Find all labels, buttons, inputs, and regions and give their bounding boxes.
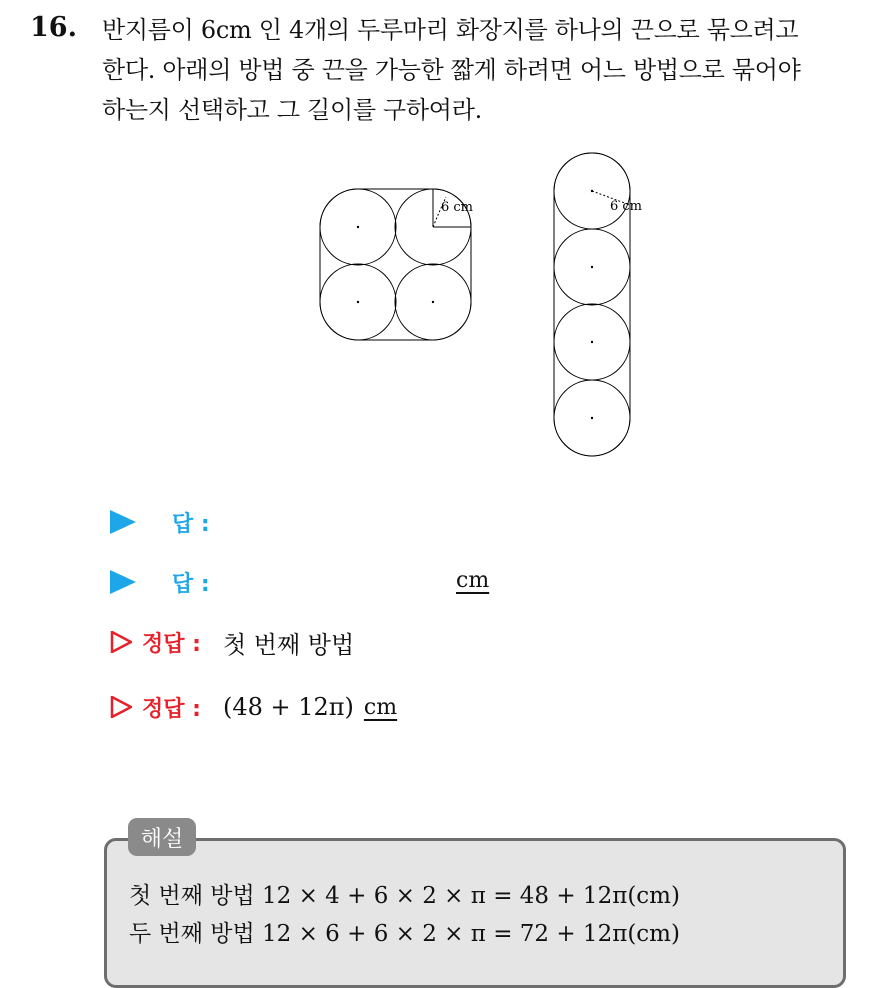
correct-answer-length: (48 + 12π) <box>222 693 354 721</box>
answer-row-1 <box>110 504 210 540</box>
question-text <box>102 10 872 130</box>
question-line-2: 한다. 아래의 방법 중 끈을 가능한 짧게 하려면 어느 방법으로 묶어야 <box>102 56 801 84</box>
radius-label-left: 6 cm <box>441 200 474 215</box>
correct-label-2: 정답 : <box>142 696 201 722</box>
outline-triangle-icon <box>110 696 132 718</box>
question-number: 16. <box>30 12 77 43</box>
answer-label-1: 답 : <box>172 511 210 537</box>
radius-label-right: 6 cm <box>610 199 643 214</box>
solution-line-2: 두 번째 방법 12 × 6 + 6 × 2 × π = 72 + 12π(cm) <box>129 921 680 947</box>
solution-box <box>104 838 846 988</box>
answer-label-2: 답 : <box>172 571 210 597</box>
correct-answer-unit: cm <box>363 694 398 720</box>
correct-row-2 <box>110 689 397 725</box>
question-line-3: 하는지 선택하고 그 길이를 구하여라. <box>102 96 482 124</box>
correct-row-1 <box>110 624 354 660</box>
center-dot <box>357 301 359 303</box>
correct-answer-method: 첫 번째 방법 <box>222 630 355 659</box>
square-centers <box>357 226 434 303</box>
answer-row-2 <box>110 564 210 600</box>
solution-tab: 해설 <box>128 818 196 856</box>
answer-unit: cm <box>456 568 490 593</box>
center-dot <box>432 301 434 303</box>
center-dot <box>591 341 593 343</box>
filled-triangle-icon <box>110 570 136 594</box>
outline-triangle-icon <box>110 631 132 653</box>
solution-line-1: 첫 번째 방법 12 × 4 + 6 × 2 × π = 48 + 12π(cm) <box>129 883 680 909</box>
filled-triangle-icon <box>110 510 136 534</box>
question-line-1: 반지름이 6cm 인 4개의 두루마리 화장지를 하나의 끈으로 묶으려고 <box>102 16 799 44</box>
correct-label-1: 정답 : <box>142 631 201 657</box>
center-dot <box>591 190 593 192</box>
center-dot <box>591 266 593 268</box>
center-dot <box>591 417 593 419</box>
center-dot <box>357 226 359 228</box>
rolls-figure <box>0 140 884 470</box>
